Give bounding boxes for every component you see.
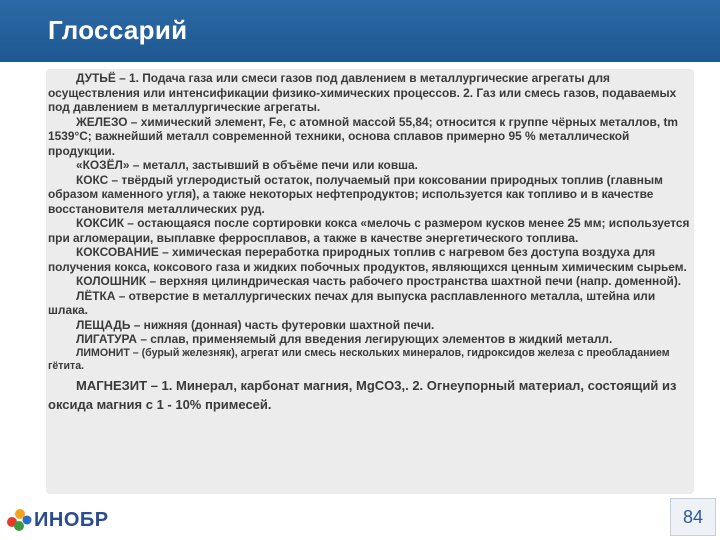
- glossary-entry-koks: [48, 173, 690, 217]
- glossary-entry-limonit: [48, 347, 690, 373]
- logo-text: ИНОБР: [34, 509, 109, 531]
- glossary-definition: – химическая переработка природных топлив с нагревом без доступа воздуха для получения кокса, коксового газа и жидких побочных продуктов, являющихся ценным химическим сырьем.: [48, 245, 687, 274]
- page-number-box: [670, 498, 716, 536]
- glossary-entry-ligatura: [48, 332, 690, 347]
- glossary-term: КОКСОВАНИЕ: [76, 245, 159, 259]
- inobr-logo: [6, 506, 136, 534]
- glossary-term: МАГНЕЗИТ: [76, 377, 148, 393]
- glossary-term: ЛЁТКА: [76, 288, 116, 303]
- glossary-term: ЛИМОНИТ: [76, 346, 130, 359]
- glossary-term: ЖЕЛЕЗО: [76, 114, 128, 129]
- glossary-term: ЛИГАТУРА: [76, 332, 138, 346]
- glossary-term: ДУТЬЁ: [76, 71, 116, 85]
- glossary-entry-koksovanie: [48, 245, 690, 274]
- glossary-entry-lyotka: [48, 289, 690, 318]
- glossary-term: КОЛОШНИК: [76, 274, 147, 288]
- glossary-definition: – (бурый железняк), агрегат или смесь нескольких минералов, гидроксидов железа с преобладанием гётита.: [48, 346, 670, 372]
- glossary-term: «КОЗЁЛ»: [76, 158, 130, 172]
- glossary-entry-dutyo: [48, 71, 690, 115]
- page-number: 84: [682, 507, 704, 527]
- glossary-entry-leshchad: [48, 318, 690, 333]
- glossary-definition: – верхняя цилиндрическая часть рабочего пространства шахтной печи (напр. доменной).: [146, 274, 682, 288]
- glossary-definition: – 1. Минерал, карбонат магния, MgCO3,. 2. Огнеупорный материал, состоящий из оксида магния с 1 - 10% примесей.: [48, 377, 677, 412]
- glossary-term: ЛЕЩАДЬ: [76, 317, 131, 332]
- glossary-term: КОКС: [76, 172, 109, 187]
- glossary-definition: – металл, застывший в объёме печи или ковша.: [129, 158, 418, 172]
- glossary-definition: – остающаяся после сортировки кокса «мелочь с размером кусков менее 25 мм; используется при агломерации, выплавке ферросплавов, а также в качестве энергетического топлива.: [48, 216, 690, 245]
- glossary-definition: – твёрдый углеродистый остаток, получаемый при коксовании природных топлив (главным образом каменного угля), а также некоторых нефтепродуктов; используется как топливо и в качестве восстановителя металлических руд.: [48, 172, 663, 216]
- glossary-definition: – отверстие в металлургических печах для выпуска расплавленного металла, штейна или шлака.: [48, 288, 656, 317]
- glossary-entry-koksik: [48, 216, 690, 245]
- glossary-definition: – нижняя (донная) часть футеровки шахтной печи.: [130, 317, 435, 332]
- glossary-definition: – 1. Подача газа или смеси газов под давлением в металлургические агрегаты для осуществления или интенсификации физико-химических процессов. 2. Газ или смесь газов, подаваемых под давлением в металлургические агрегаты.: [48, 71, 677, 114]
- glossary-definition: – химический элемент, Fe, с атомной массой 55,84; относится к группе чёрных металлов, tm 1539°С; важнейший металл современной техники, основа сплавов примерно 95 % металлической продукции.: [48, 114, 678, 158]
- glossary-list: [48, 71, 690, 414]
- glossary-entry-koloshnik: [48, 274, 690, 289]
- page-title: Глоссарий: [48, 15, 188, 45]
- glossary-definition: – сплав, применяемый для введения легирующих элементов в жидкий металл.: [137, 332, 613, 346]
- glossary-entry-kozyol: [48, 158, 690, 173]
- glossary-term: КОКСИК: [76, 216, 124, 230]
- glossary-entry-magnezit: [48, 376, 690, 414]
- glossary-entry-zhelezo: [48, 115, 690, 159]
